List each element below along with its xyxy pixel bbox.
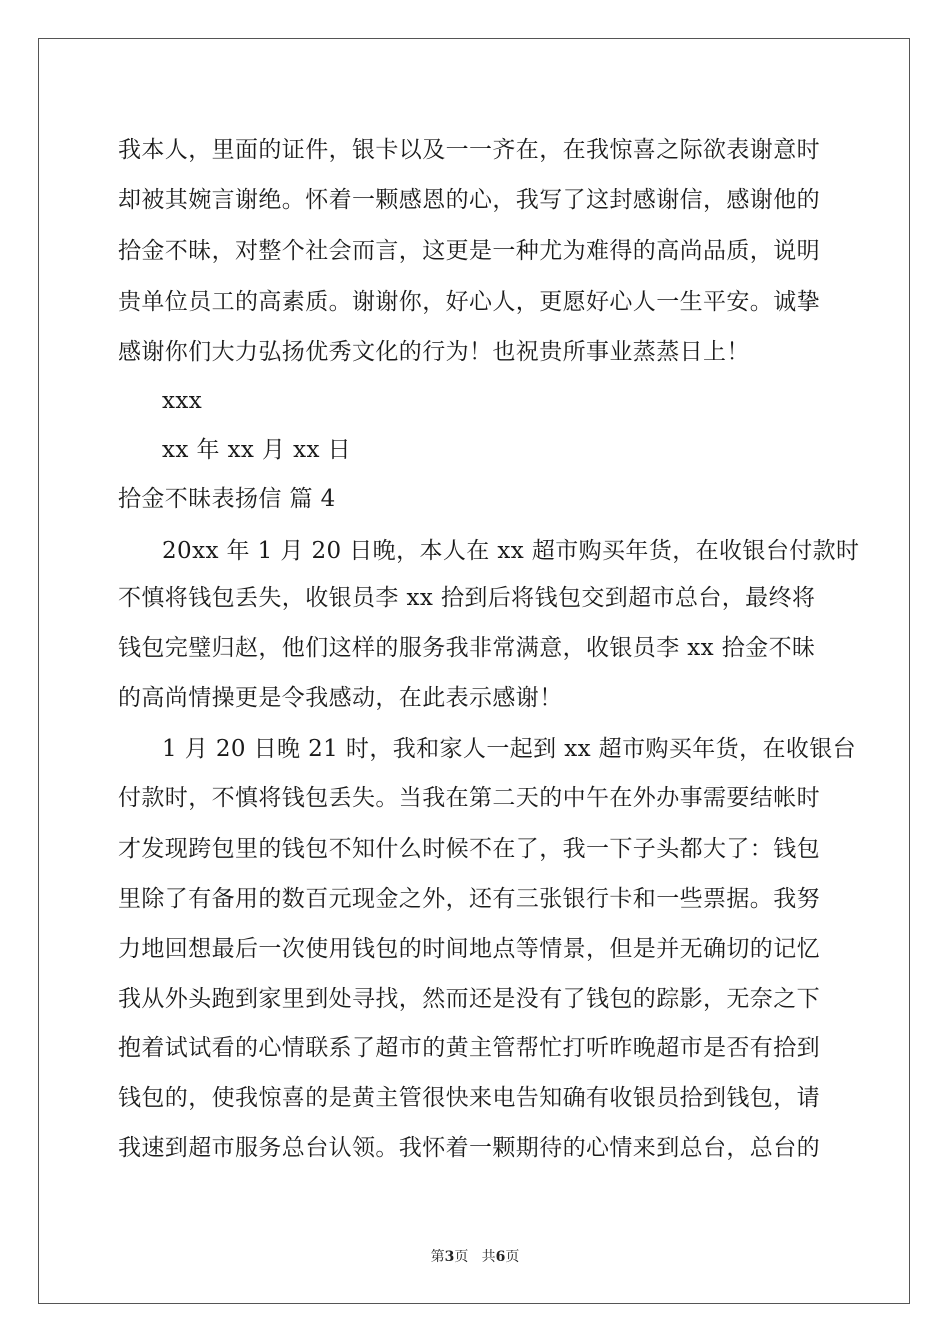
paragraph-line: 感谢你们大力弘扬优秀文化的行为！也祝贵所事业蒸蒸日上！ — [118, 339, 750, 365]
section-heading: 拾金不昧表扬信 篇 4 — [118, 486, 336, 512]
paragraph-line: 20xx 年 1 月 20 日晚，本人在 xx 超市购买年货，在收银台付款时 — [162, 538, 860, 564]
paragraph-line: 我速到超市服务总台认领。我怀着一颗期待的心情来到总台，总台的 — [118, 1135, 820, 1161]
page-footer — [0, 1246, 950, 1266]
page-current: 3 — [444, 1249, 455, 1265]
paragraph-line: 1 月 20 日晚 21 时，我和家人一起到 xx 超市购买年货，在收银台 — [162, 736, 857, 762]
paragraph-line: 钱包的，使我惊喜的是黄主管很快来电告知确有收银员拾到钱包，请 — [118, 1085, 820, 1111]
paragraph-line: 才发现跨包里的钱包不知什么时候不在了，我一下子头都大了：钱包 — [118, 836, 820, 862]
page-suffix: 页 — [505, 1249, 520, 1265]
page-total: 6 — [495, 1249, 506, 1265]
paragraph-line: 却被其婉言谢绝。怀着一颗感恩的心，我写了这封感谢信，感谢他的 — [118, 187, 820, 213]
signature-date: xx 年 xx 月 xx 日 — [162, 437, 351, 463]
paragraph-line: 拾金不昧，对整个社会而言，这更是一种尤为难得的高尚品质，说明 — [118, 238, 820, 264]
paragraph-line: 的高尚情操更是令我感动，在此表示感谢！ — [118, 685, 563, 711]
paragraph-line: 钱包完璧归赵，他们这样的服务我非常满意，收银员李 xx 拾金不昧 — [118, 635, 816, 661]
page-prefix: 第 — [430, 1249, 445, 1265]
paragraph-line: 我从外头跑到家里到处寻找，然而还是没有了钱包的踪影，无奈之下 — [118, 986, 820, 1012]
paragraph-line: 里除了有备用的数百元现金之外，还有三张银行卡和一些票据。我努 — [118, 886, 820, 912]
paragraph-line: 我本人，里面的证件，银卡以及一一齐在，在我惊喜之际欲表谢意时 — [118, 137, 820, 163]
paragraph-line: 抱着试试看的心情联系了超市的黄主管帮忙打听昨晚超市是否有拾到 — [118, 1035, 820, 1061]
signature-name: xxx — [162, 388, 203, 414]
paragraph-line: 付款时，不慎将钱包丢失。当我在第二天的中午在外办事需要结帐时 — [118, 785, 820, 811]
paragraph-line: 力地回想最后一次使用钱包的时间地点等情景，但是并无确切的记忆 — [118, 936, 820, 962]
page-border — [38, 38, 910, 1304]
page-mid: 页 共 — [454, 1249, 496, 1265]
paragraph-line: 不慎将钱包丢失，收银员李 xx 拾到后将钱包交到超市总台，最终将 — [118, 585, 816, 611]
paragraph-line: 贵单位员工的高素质。谢谢你，好心人，更愿好心人一生平安。诚挚 — [118, 289, 820, 315]
